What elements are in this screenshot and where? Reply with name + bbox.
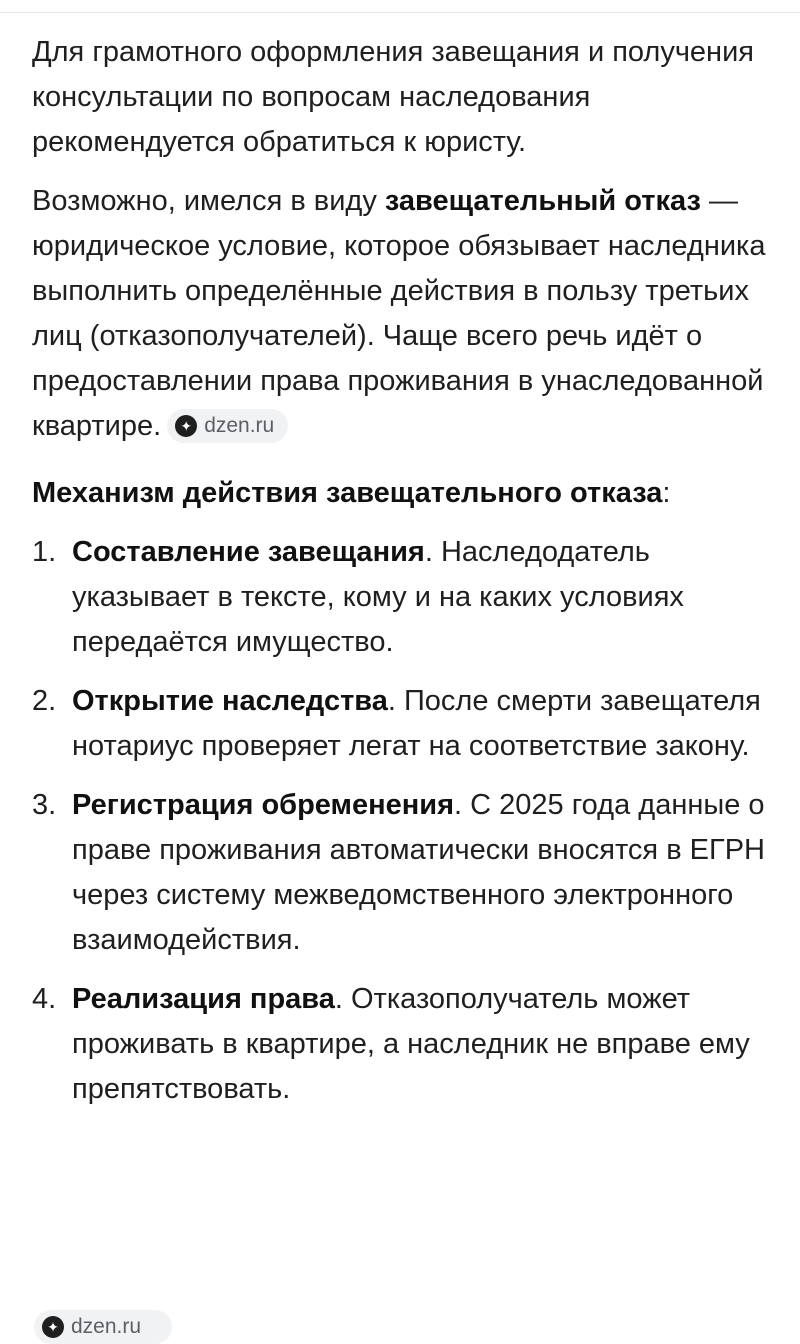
legacy-refusal-paragraph <box>32 179 772 449</box>
item-number: 4. <box>32 983 57 1015</box>
bottom-source-chip[interactable] <box>34 1310 172 1344</box>
list-item <box>32 783 772 963</box>
item-title: Реализация права <box>72 983 335 1015</box>
paragraph-prefix: Возможно, имелся в виду <box>32 185 385 217</box>
item-text: . Наследодатель указывает в тексте, кому и на каких условиях передаётся имущество. <box>72 536 684 658</box>
list-item <box>32 977 772 1112</box>
item-text: . После смерти завещателя нотариус проверяет легат на соответствие закону. <box>72 685 761 762</box>
source-label: dzen.ru <box>204 414 275 437</box>
item-number: 2. <box>32 685 57 717</box>
steps-list <box>32 530 772 1112</box>
item-title: Открытие наследства <box>72 685 388 717</box>
dzen-logo-icon: ✦ <box>175 415 197 437</box>
item-text: . Отказополучатель может проживать в квартире, а наследник не вправе ему препятствовать. <box>72 983 750 1105</box>
item-title: Составление завещания <box>72 536 425 568</box>
term-bold: завещательный отказ <box>384 185 701 217</box>
item-number: 1. <box>32 536 57 568</box>
item-text: . С 2025 года данные о праве проживания автоматически вносятся в ЕГРН через систему межведомственного электронного взаимодействия. <box>72 789 765 956</box>
intro-paragraph: Для грамотного оформления завещания и получения консультации по вопросам наследования рекомендуется обратиться к юристу. <box>32 36 754 158</box>
bottom-source-label: dzen.ru <box>71 1315 142 1338</box>
item-title: Регистрация обременения <box>72 789 455 821</box>
source-chip[interactable] <box>167 409 288 443</box>
list-item <box>32 530 772 665</box>
item-number: 3. <box>32 789 57 821</box>
answer-content <box>32 30 772 1126</box>
top-divider <box>0 12 800 13</box>
paragraph-suffix: — юридическое условие, которое обязывает наследника выполнить определённые действия в пользу третьих лиц (отказополучателей). Чаще всего речь идёт о предоставлении права проживания в унаследованной квартире. <box>32 185 766 442</box>
dzen-logo-icon: ✦ <box>42 1316 64 1338</box>
list-item <box>32 679 772 769</box>
section-heading: Механизм действия завещательного отказа: <box>32 477 671 509</box>
